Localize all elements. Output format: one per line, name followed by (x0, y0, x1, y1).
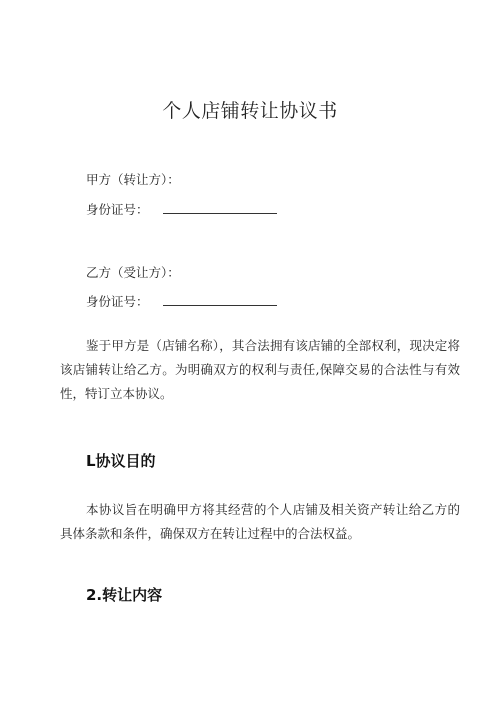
party-a-id-label: 身份证号： (86, 202, 149, 217)
party-a-label: 甲方（转让方）： (86, 172, 180, 187)
section-heading-purpose: L协议目的 (86, 452, 156, 470)
preamble-paragraph: 鉴于甲方是（店铺名称），其合法拥有该店铺的全部权利，现决定将该店铺转让给乙方。为明确双方的权利与责任,保障交易的合法性与有效性，特订立本协议。 (60, 338, 460, 401)
party-b-id-label: 身份证号： (86, 294, 149, 309)
document-title: 个人店铺转让协议书 (162, 100, 338, 122)
party-b-id-row (86, 292, 277, 310)
party-a-id-blank (163, 212, 277, 214)
party-b-label: 乙方（受让方）： (86, 265, 180, 280)
party-b-id-blank (163, 304, 277, 306)
section-heading-content: 2.转让内容 (86, 586, 163, 604)
section-body-purpose: 本协议旨在明确甲方将其经营的个人店铺及相关资产转让给乙方的具体条款和条件，确保双方在转让过程中的合法权益。 (60, 502, 460, 541)
party-a-id-row (86, 200, 277, 218)
